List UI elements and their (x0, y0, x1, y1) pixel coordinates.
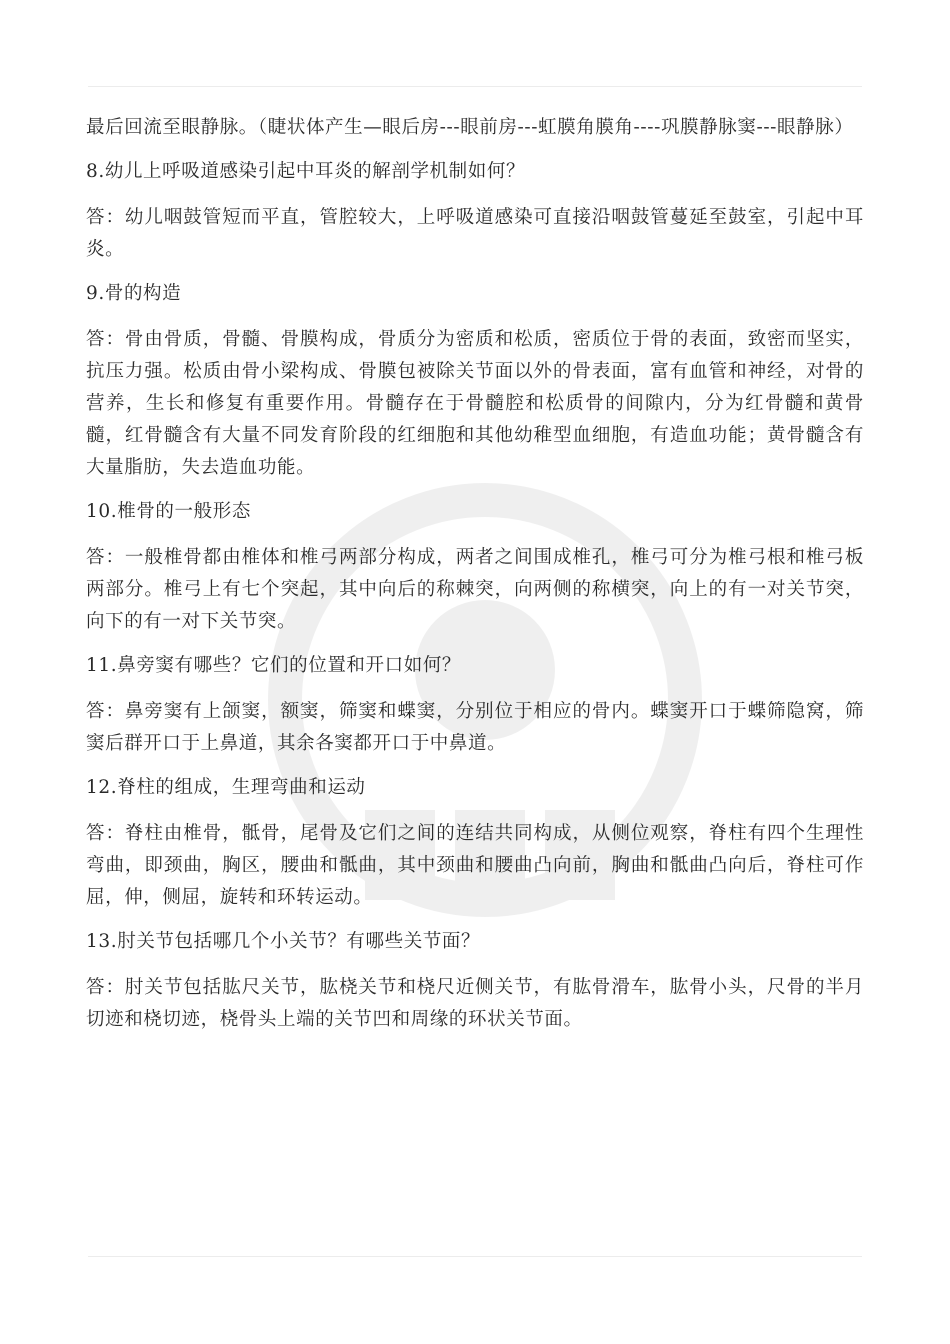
header-rule (88, 86, 862, 87)
answer-8: 答：幼儿咽鼓管短而平直，管腔较大，上呼吸道感染可直接沿咽鼓管蔓延至鼓室，引起中耳炎。 (86, 207, 864, 260)
answer-13: 答：肘关节包括肱尺关节，肱桡关节和桡尺近侧关节，有肱骨滑车，肱骨小头，尺骨的半月切迹和桡切迹，桡骨头上端的关节凹和周缘的环状关节面。 (86, 977, 864, 1030)
question-10: 10.椎骨的一般形态 (86, 501, 251, 522)
answer-9: 答：骨由骨质，骨髓、骨膜构成，骨质分为密质和松质，密质位于骨的表面，致密而坚实，抗压力强。松质由骨小梁构成、骨膜包被除关节面以外的骨表面，富有血管和神经，对骨的营养，生长和修复有重要作用。骨髓存在于骨髓腔和松质骨的间隙内，分为红骨髓和黄骨髓，红骨髓含有大量不同发育阶段的红细胞和其他幼稚型血细胞，有造血功能；黄骨髓含有大量脂肪，失去造血功能。 (86, 329, 864, 478)
question-8: 8.幼儿上呼吸道感染引起中耳炎的解剖学机制如何？ (86, 161, 526, 182)
document-body (86, 112, 864, 1048)
question-9: 9.骨的构造 (86, 283, 182, 304)
footer-rule (88, 1256, 862, 1257)
question-13: 13.肘关节包括哪几个小关节？有哪些关节面？ (86, 931, 481, 952)
question-11: 11.鼻旁窦有哪些？它们的位置和开口如何？ (86, 655, 462, 676)
question-12: 12.脊柱的组成，生理弯曲和运动 (86, 777, 366, 798)
answer-11: 答：鼻旁窦有上颌窦，额窦，筛窦和蝶窦，分别位于相应的骨内。蝶窦开口于蝶筛隐窝，筛窦后群开口于上鼻道，其余各窦都开口于中鼻道。 (86, 701, 864, 754)
answer-10: 答：一般椎骨都由椎体和椎弓两部分构成，两者之间围成椎孔，椎弓可分为椎弓根和椎弓板两部分。椎弓上有七个突起，其中向后的称棘突，向两侧的称横突，向上的有一对关节突，向下的有一对下关节突。 (86, 547, 864, 632)
answer-12: 答：脊柱由椎骨，骶骨，尾骨及它们之间的连结共同构成，从侧位观察，脊柱有四个生理性弯曲，即颈曲，胸区，腰曲和骶曲，其中颈曲和腰曲凸向前，胸曲和骶曲凸向后，脊柱可作屈，伸，侧屈，旋转和环转运动。 (86, 823, 864, 908)
intro-paragraph: 最后回流至眼静脉。（睫状体产生—眼后房---眼前房---虹膜角膜角----巩膜静脉窦---眼静脉） (86, 117, 854, 138)
